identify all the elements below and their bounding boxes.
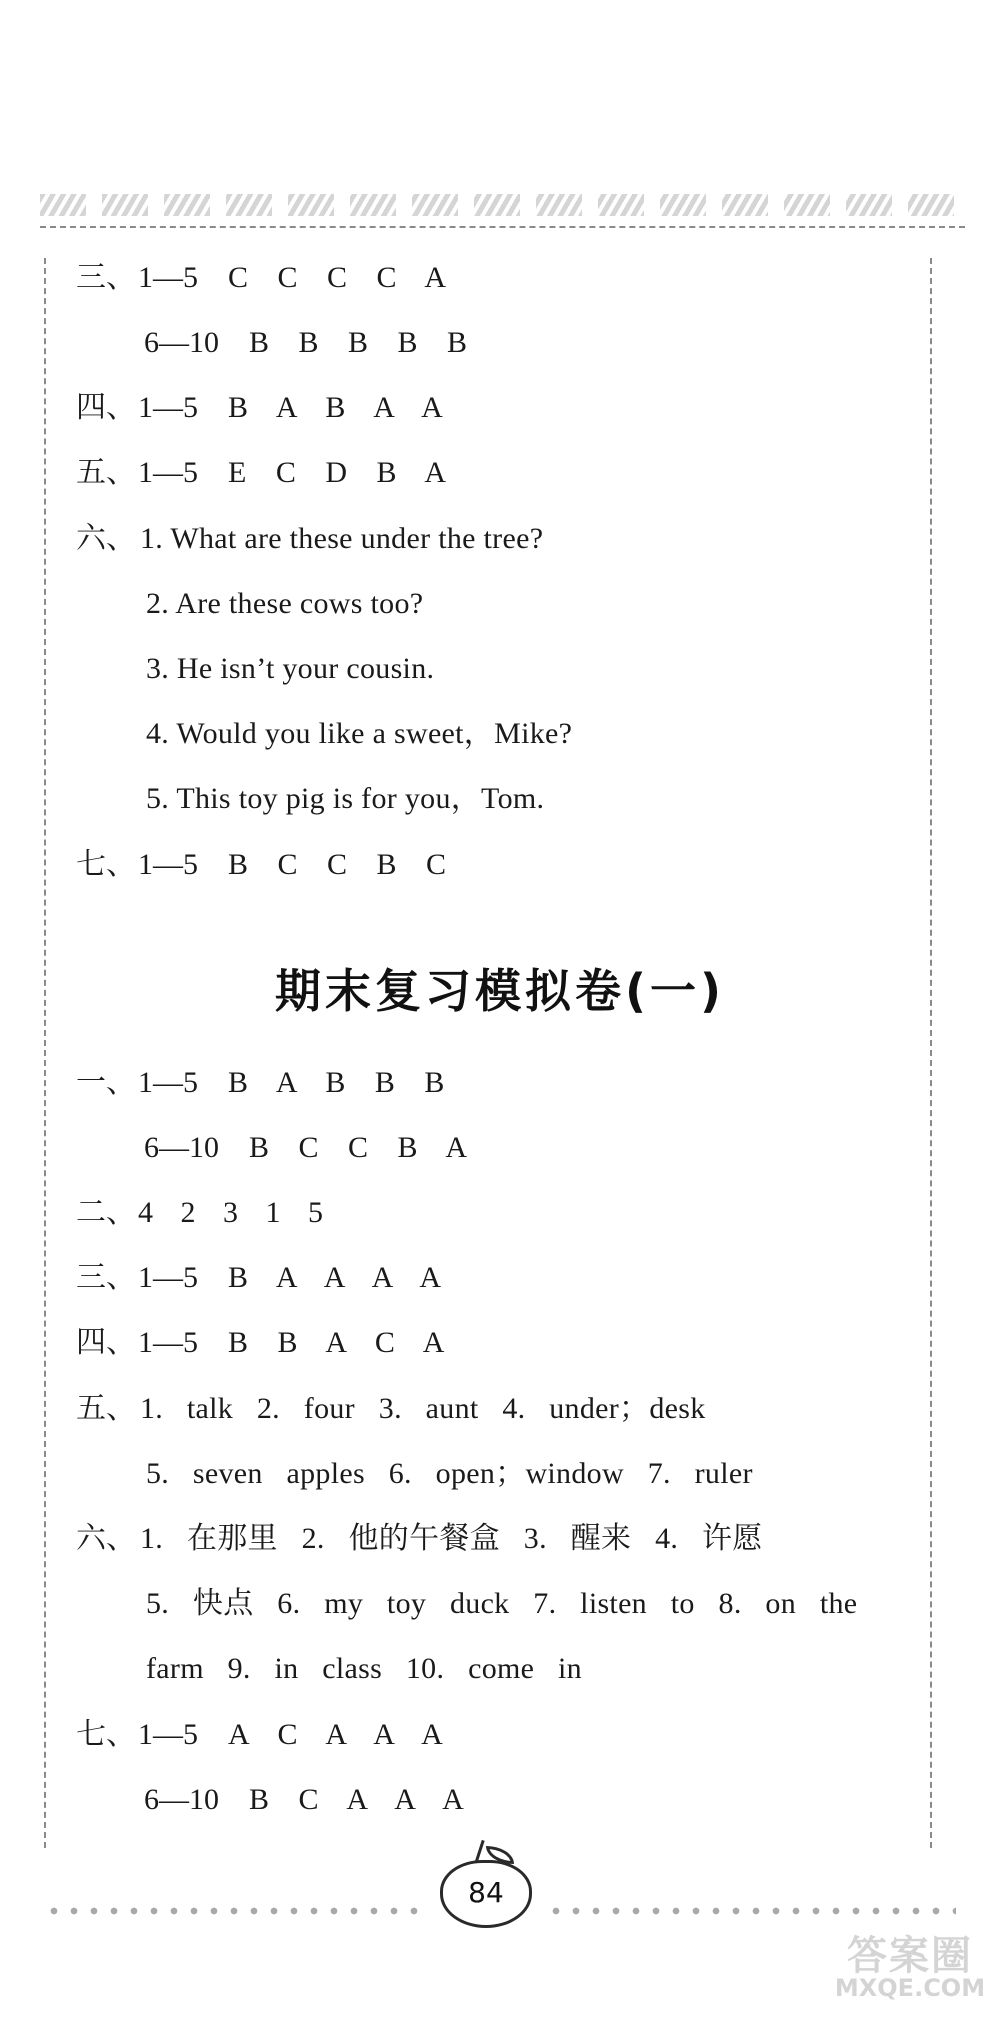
section-label: 六、 [76, 522, 136, 555]
section-label: 四、 [76, 1326, 136, 1359]
answers: C C C C A [228, 261, 447, 294]
answer-row-qi-2 [142, 1777, 464, 1823]
answer-row-er [76, 1190, 323, 1236]
range: 1—5 [138, 1326, 198, 1359]
answer-row-liu-1 [76, 1516, 763, 1562]
section-label: 七、 [76, 848, 136, 881]
footer-dots-left [44, 1903, 424, 1919]
section-label: 六、 [76, 1522, 136, 1555]
range: 6—10 [144, 1131, 219, 1164]
answers: B C C B C [228, 848, 447, 881]
answer-row-liu-3 [142, 646, 434, 692]
answer-row-liu-5 [142, 776, 544, 822]
answer-row-liu-2 [142, 1581, 857, 1627]
section-label: 五、 [76, 1392, 136, 1425]
phrase-line: farm 9. in class 10. come in [146, 1652, 582, 1685]
watermark-logo: 答案圈 [847, 1933, 973, 1979]
range: 1—5 [138, 1066, 198, 1099]
frame-left-border [44, 258, 46, 1848]
answers: A C A A A [228, 1718, 443, 1751]
answers: B B B B B [249, 326, 468, 359]
vocab-line: 1. talk 2. four 3. aunt 4. under；desk [140, 1392, 706, 1425]
frame-right-border [930, 258, 932, 1848]
section-title: 期末复习模拟卷(一) [274, 964, 726, 1018]
page-number: 84 [468, 1876, 504, 1909]
section-label: 三、 [76, 261, 136, 294]
sentence: 3. He isn’t your cousin. [146, 652, 435, 685]
answer-row-san [76, 1255, 441, 1301]
header-divider [40, 226, 965, 228]
range: 1—5 [138, 456, 198, 489]
phrase-line: 5. 快点 6. my toy duck 7. listen to 8. on the [146, 1587, 858, 1620]
section-label: 七、 [76, 1718, 136, 1751]
sentence: 2. Are these cows too? [146, 587, 424, 620]
section-label: 二、 [76, 1196, 136, 1229]
section-label: 四、 [76, 391, 136, 424]
watermark [830, 1933, 990, 2030]
footer-dots-right [546, 1903, 956, 1919]
range: 1—5 [138, 391, 198, 424]
answers: B C A A A [249, 1783, 464, 1816]
answers: B A A A A [228, 1261, 442, 1294]
answer-row-liu-2 [142, 581, 423, 627]
answers: B A B B B [228, 1066, 445, 1099]
sentence: 5. This toy pig is for you，Tom. [146, 782, 545, 815]
range: 6—10 [144, 1783, 219, 1816]
answer-row-san-2 [142, 320, 467, 366]
answer-row-si [76, 1320, 444, 1366]
answers: B C C B A [249, 1131, 468, 1164]
answers: E C D B A [228, 456, 447, 489]
answer-row-wu-1 [76, 1386, 706, 1432]
sentence: 1. What are these under the tree? [140, 522, 544, 555]
answer-row-qi [76, 1712, 443, 1758]
answer-row-qi [76, 842, 446, 888]
answer-row-wu [76, 450, 446, 496]
range: 1—5 [138, 1261, 198, 1294]
section-label: 一、 [76, 1066, 136, 1099]
answer-row-yi [76, 1060, 444, 1106]
answer-row-yi-2 [142, 1125, 467, 1171]
answers: 4 2 3 1 5 [138, 1196, 323, 1229]
vocab-line: 5. seven apples 6. open；window 7. ruler [146, 1457, 753, 1490]
answers: B A B A A [228, 391, 443, 424]
answer-row-si [76, 385, 443, 431]
answers: B B A C A [228, 1326, 445, 1359]
answer-row-san [76, 255, 446, 301]
answer-row-liu-3 [142, 1646, 582, 1692]
sentence: 4. Would you like a sweet，Mike? [146, 717, 573, 750]
range: 1—5 [138, 1718, 198, 1751]
section-label: 五、 [76, 456, 136, 489]
answer-row-wu-2 [142, 1451, 753, 1497]
answer-row-liu-4 [142, 711, 572, 757]
phrase-line: 1. 在那里 2. 他的午餐盒 3. 醒来 4. 许愿 [140, 1522, 763, 1555]
section-label: 三、 [76, 1261, 136, 1294]
page-number-badge [440, 1860, 532, 1928]
watermark-url: MXQE.COM [834, 1974, 986, 2002]
range: 6—10 [144, 326, 219, 359]
range: 1—5 [138, 261, 198, 294]
answer-row-liu-1 [76, 516, 543, 562]
header-pattern-band [40, 194, 965, 216]
range: 1—5 [138, 848, 198, 881]
top-margin [0, 0, 1000, 190]
